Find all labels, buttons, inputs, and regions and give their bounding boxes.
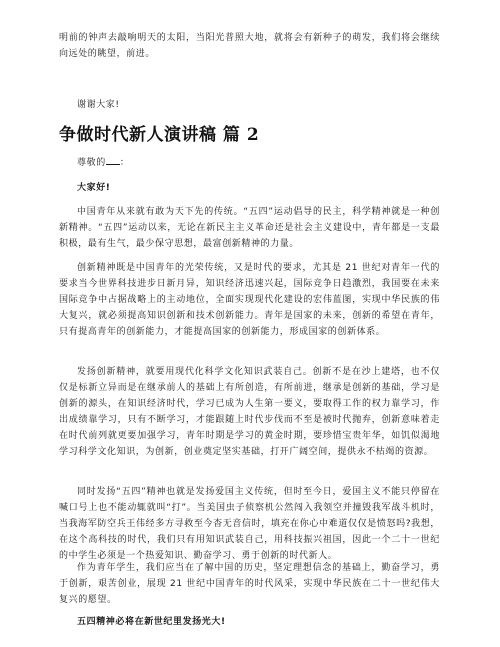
body-paragraph: 作为青年学生，我们应当在了解中国的历史，坚定理想信念的基础上，勤奋学习，勇于创新，艰苦创业，展现 21 世纪中国青年的时代风采，实现中华民族在二十一世纪伟大复兴的愿望。 bbox=[59, 563, 440, 605]
body-paragraph: 发扬创新精神，就要用现代化科学文化知识武装自己。创新不是在沙上建塔，也不仅仅是标新立异而是在继承前人的基础上有所创造，有所前进，继承是创新的基础，学习是创新的源头，在知识经济时代，学习已成为人生第一要义，要取得工作的权力靠学习，作出成绩靠学习，只有不断学习，才能跟随上时代步伐而不至是被时代抛弃，创新意味着走在时代前列就更要加强学习，青年时期是学习的黄金时期，要珍惜宝贵年华，如饥似渴地学习科学文化知识，为创新，创业奠定坚实基础，打开广阔空间，提供永不枯竭的资源。 bbox=[59, 367, 440, 457]
closing-line: 五四精神必将在新世纪里发扬光大! bbox=[77, 617, 226, 627]
greeting-prefix: 尊敬的 bbox=[77, 158, 106, 168]
speech-heading: 争做时代新人演讲稿 篇 2 bbox=[59, 125, 260, 145]
greeting-line bbox=[77, 155, 129, 171]
body-paragraph: 同时发扬“五四”精神也就是发扬爱国主义传统，但时至今日，爱国主义不能只停留在喊口号上也不能动辄就叫“打”。当美国虫子侦察机公然闯入我领空并撞毁我军战斗机时，当我海军防空兵王伟经多方寻救至今杳无音信时，填充在你心中难道仅仅是愤怒吗?我想，在这个高科技的时代，我们只有用知识武装自己，用科技振兴祖国，因此一个二十一世纪的中学生必须是一个热爱知识、勤奋学习、勇于创新的时代新人。 bbox=[59, 487, 440, 561]
greeting-suffix: ： bbox=[119, 158, 130, 168]
greeting-blank bbox=[106, 155, 120, 165]
thanks-line: 谢谢大家! bbox=[77, 100, 120, 110]
body-paragraph: 创新精神既是中国青年的光荣传统，又是时代的要求，尤其是 21 世纪对青年一代的要求当今世界科技进步日新月异，知识经济迅速兴起，国际竞争日趋激烈，我国要在未来国际竞争中占据战略上的主动地位，全面实现现代化建设的宏伟蓝图，实现中华民族的伟大复兴，就必须提高知识创新和技术创新能力。青年是国家的未来，创新的希望在青年，只有提高青年的创新能力，才能提高国家的创新能力，形成国家的创新体系。 bbox=[59, 263, 440, 337]
hello-line: 大家好! bbox=[77, 183, 111, 193]
continued-paragraph: 明前的钟声去敲响明天的太阳，当阳光普照大地，就将会有新种子的萌发，我们将会继续向远处的眺望，前进。 bbox=[59, 33, 440, 59]
body-paragraph: 中国青年从来就有敢为天下先的传统。“五四”运动倡导的民主，科学精神就是一种创新精神。“五四”运动以来，无论在新民主主义革命还是社会主义建设中，青年都是一支最积极，最有生气，最少保守思想，最富创新精神的力量。 bbox=[59, 207, 440, 249]
